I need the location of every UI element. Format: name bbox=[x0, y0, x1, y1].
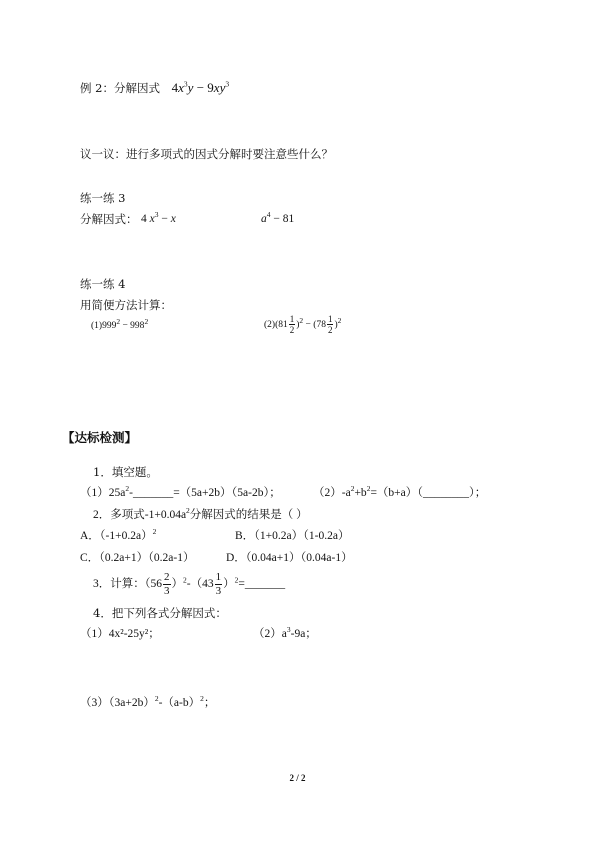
q1-part-1: $(1)25a^2-\_\_\_\_\_\_\_=(5a+2b)(5a-2b)$； bbox=[80, 484, 281, 499]
q2-title: 2．多项式$-1+0.04a^2$分解因式的结果是（ ） bbox=[93, 506, 308, 521]
q3-line: 3．计算：（56 $\frac{2}{3}$ ）$^2$-（43 $\frac{1}{3}$ ）$^2$=_______ bbox=[93, 571, 286, 597]
q2-option-c: C．（0.2a+1）（0.2a-1） bbox=[80, 552, 195, 564]
discuss-question: 议一议：进行多项式的因式分解时要注意些什么？ bbox=[80, 147, 333, 161]
page-number: 2 / 2 bbox=[289, 773, 306, 783]
practice3-expression-1: 4 $x^3 - x$ bbox=[141, 210, 176, 225]
practice4-item-1: $(1)999^2 - 998^2$ bbox=[91, 316, 149, 331]
practice3-title: 练一练 3 bbox=[80, 191, 126, 205]
q2-option-a: A．$(-1+0.2a)^2$ bbox=[80, 527, 157, 542]
practice4-label: 用简便方法计算： bbox=[80, 298, 172, 312]
q1-title: 1．填空题。 bbox=[93, 465, 158, 479]
practice4-title: 练一练 4 bbox=[80, 277, 126, 291]
practice3-label: 分解因式： bbox=[80, 212, 138, 226]
q1-part-2: $(2)-a^2+b^2=(b+a)(\_\_\_\_\_\_\_\_)$； bbox=[313, 484, 487, 499]
q4-title: 4．把下列各式分解因式： bbox=[93, 606, 227, 620]
q4-part-2: $(2)a^3-9a$； bbox=[253, 625, 317, 640]
q2-option-d: D．（0.04a+1）（0.04a-1） bbox=[226, 552, 353, 564]
q2-option-b: B．（1+0.2a）（1-0.2a） bbox=[235, 530, 350, 542]
example2-label: 例 2：分解因式 bbox=[80, 81, 160, 95]
q4-part-3: $(3)(3a+2b)^2-(a-b)^2$； bbox=[80, 694, 216, 709]
q4-part-1: （1）4x²-25y²； bbox=[80, 628, 160, 640]
practice3-expression-2: $a^4 - 81$ bbox=[261, 210, 295, 225]
practice4-item-2: (2)(81 $\frac{1}{2}$ )$^2$ − (78 $\frac{1}{2}$ )$^2$ bbox=[264, 314, 342, 336]
check-heading: 【达标检测】 bbox=[62, 430, 138, 445]
example2-expression: $4x^3y - 9xy^3$ bbox=[171, 79, 230, 95]
example2-line bbox=[80, 80, 229, 96]
